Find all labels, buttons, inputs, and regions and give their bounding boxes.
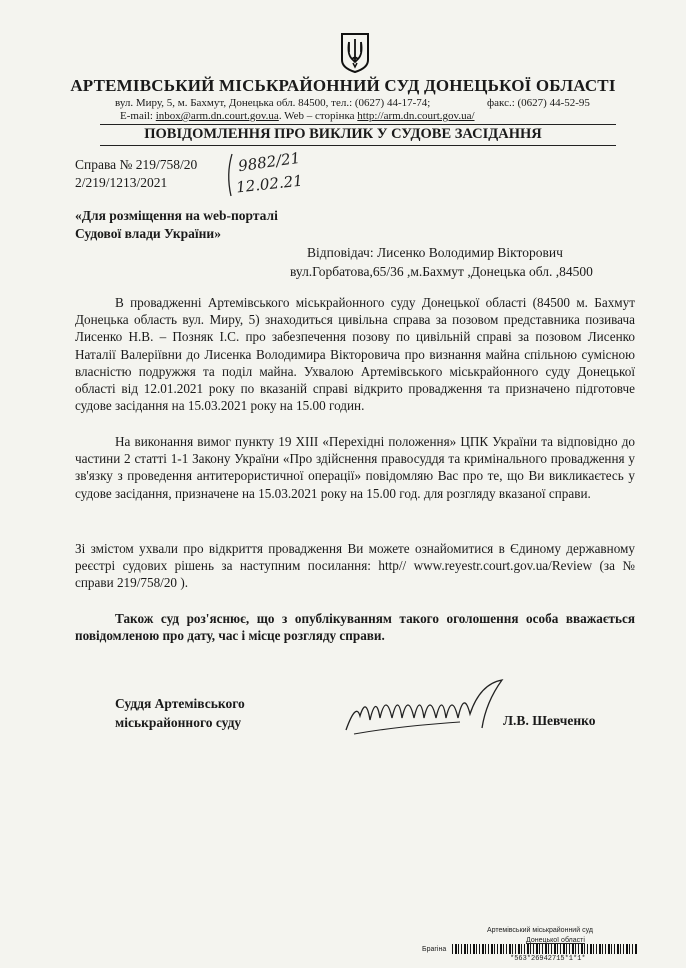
web-link[interactable]: http://arm.dn.court.gov.ua/ xyxy=(357,110,475,122)
title-underline xyxy=(100,145,616,146)
handwritten-reg-date: 12.02.21 xyxy=(235,171,304,197)
body-paragraph-4: Також суд роз'яснює, що з опублікуванням такого оголошення особа вважається повідомленою про дату, час і місце розгляду справи. xyxy=(75,611,635,644)
publication-note-line1: «Для розміщення на web-порталі xyxy=(75,208,278,223)
judge-name: Л.В. Шевченко xyxy=(503,713,596,728)
web-label: . Web – сторінка xyxy=(278,110,355,122)
body-paragraph-1: В провадженні Артемівського міськрайонного суду Донецької області (84500 м. Бахмут Донецька область вул. Миру, 5) знаходиться цивільна справа за позовом представника позивача Лисенко Н.В. – Позняк І.С. про забезпечення позову по цивільній справі за позовом Лисенко Наталії Валеріївни до Лисенка Володимира Вікторовича про визнання майна спільною сумісною власністю подружжя та поділ майна. Ухвалою Артемівського міськрайонного суду Донецької області від 12.01.2021 року по вказаній справі відкрито провадження та призначено підготовче судове засідання на 15.03.2021 року на 15.00 годин. xyxy=(75,295,635,414)
recipient-address: вул.Горбатова,65/36 ,м.Бахмут ,Донецька обл. ,84500 xyxy=(290,264,593,279)
registry-operator: Брагіна xyxy=(422,946,447,953)
coat-of-arms-emblem xyxy=(340,32,370,74)
registry-stamp-line1: Артемівський міськрайонний суд xyxy=(487,927,593,934)
publication-note-line2: Судової влади України» xyxy=(75,226,221,241)
notice-title: ПОВІДОМЛЕННЯ ПРО ВИКЛИК У СУДОВЕ ЗАСІДАННЯ xyxy=(144,126,542,142)
registration-handwriting xyxy=(222,150,317,198)
email-link[interactable]: inbox@arm.dn.court.gov.ua xyxy=(155,110,279,122)
body-paragraph-2: На виконання вимог пункту 19 XIII «Перехідні положення» ЦПК України та відповідно до частини 2 статті 1-1 Закону України «Про здійснення правосуддя та кримінального провадження у зв'язку з проведення антитерористичної операції» повідомляю Вас про те, що Ви викликаєтесь у судове засідання, призначене на 15.03.2021 року на 15.00 год. для розгляду вказаної справи. xyxy=(75,434,635,501)
registry-stamp-line2: Донецької області xyxy=(526,937,585,944)
court-name: АРТЕМІВСЬКИЙ МІСЬКРАЙОННИЙ СУД ДОНЕЦЬКОЇ ОБЛАСТІ xyxy=(70,76,616,95)
recipient-name: Відповідач: Лисенко Володимир Вікторович xyxy=(307,245,563,260)
court-contacts xyxy=(120,110,475,122)
registry-code: *563*26942715*1*1* xyxy=(510,955,586,963)
court-address: вул. Миру, 5, м. Бахмут, Донецька обл. 84500, тел.: (0627) 44-17-74; xyxy=(115,97,431,109)
handwritten-reg-number: 9882/21 xyxy=(237,148,302,176)
handwritten-signature xyxy=(340,676,510,742)
registry-barcode xyxy=(452,944,638,954)
email-label: E-mail: xyxy=(120,110,153,122)
header-divider xyxy=(100,124,616,125)
court-fax: факс.: (0627) 44-52-95 xyxy=(487,97,590,109)
judge-title-line1: Суддя Артемівського xyxy=(115,696,245,711)
case-number: Справа № 219/758/20 xyxy=(75,157,198,172)
proceeding-number: 2/219/1213/2021 xyxy=(75,175,168,190)
judge-title xyxy=(115,694,245,732)
judge-title-line2: міськрайонного суду xyxy=(115,715,242,730)
body-paragraph-3: Зі змістом ухвали про відкриття провадження Ви можете ознайомитися в Єдиному державному реєстрі судових рішень за наступним посилання: http// www.reyestr.court.gov.ua/Review (за № справи 219/758/20 ). xyxy=(75,541,635,591)
